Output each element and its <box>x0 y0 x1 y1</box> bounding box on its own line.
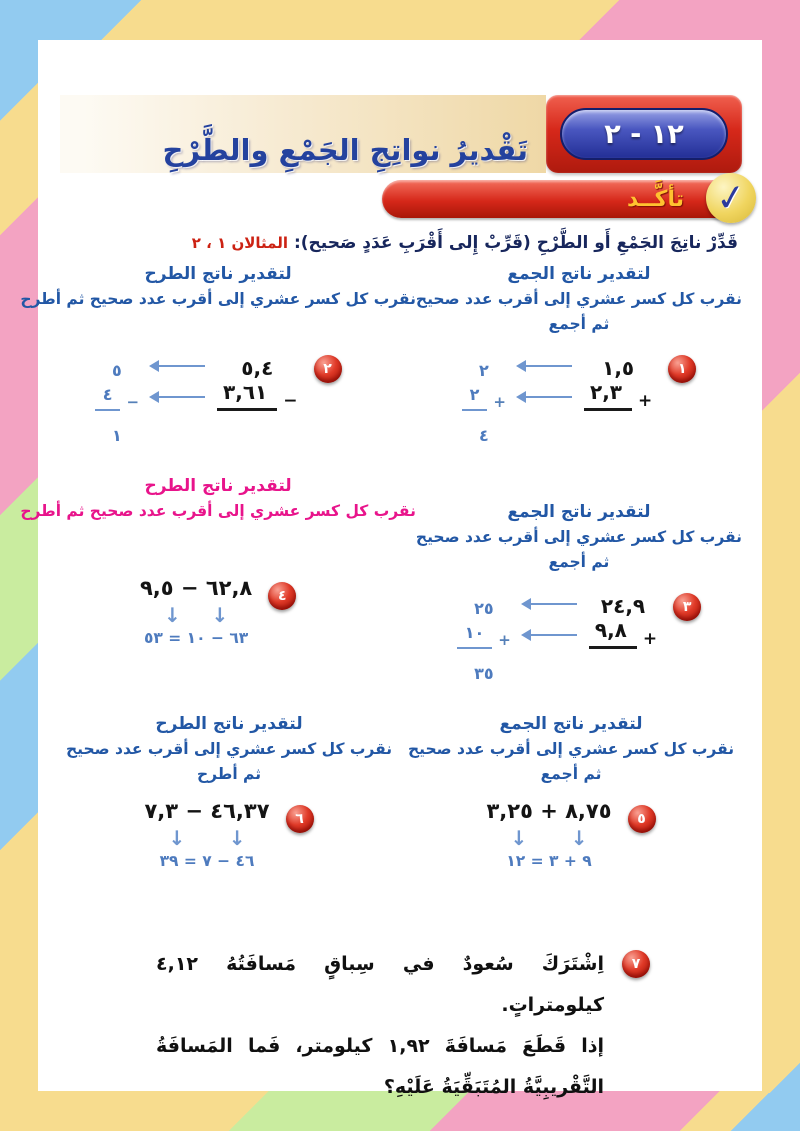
section-1 <box>20 261 742 445</box>
left-arrow-icon <box>149 380 207 411</box>
operator: − <box>126 393 140 411</box>
problem-number-badge: ٦ <box>286 805 314 833</box>
arrows-row <box>144 826 269 850</box>
operator: + <box>638 391 653 411</box>
estimate-equation: ٦٣ − ١٠ = ٥٣ <box>143 629 249 647</box>
check-banner <box>382 175 749 221</box>
striped-border-top <box>0 0 800 40</box>
horizontal-math <box>144 799 269 870</box>
column-title: لتقدير ناتج الجمع <box>507 264 651 284</box>
section-3-subtraction-column <box>58 711 400 870</box>
section-2-subtraction-column <box>20 473 416 683</box>
problem-4 <box>20 576 416 647</box>
striped-border-right <box>762 40 800 1093</box>
section-1-subtraction-column <box>20 261 416 445</box>
section-2-addition-column <box>416 473 742 683</box>
section-1-addition-column <box>416 261 742 445</box>
checkmark-badge <box>706 173 756 223</box>
rounded-column <box>95 349 139 445</box>
original-number: ٥,٤ <box>241 356 274 380</box>
rounded-number: ٢ <box>462 385 488 411</box>
problem-6 <box>58 799 400 870</box>
lesson-header <box>60 95 742 173</box>
original-column <box>217 349 297 411</box>
column-text: نقرب كل كسر عشري إلى أقرب عدد صحيح <box>415 290 742 308</box>
column-text: ثم أجمع <box>548 553 610 571</box>
problem-5 <box>400 799 742 870</box>
column-title: لتقدير ناتج الطرح <box>155 714 303 734</box>
problem-number-badge: ٤ <box>268 582 296 610</box>
original-column <box>584 349 652 411</box>
original-number: ١,٥ <box>602 356 635 380</box>
arrows-row <box>486 826 611 850</box>
column-text: ثم أطرح <box>196 765 262 783</box>
problem-number-badge: ٥ <box>628 805 656 833</box>
column-title: لتقدير ناتج الجمع <box>499 714 643 734</box>
column-title: لتقدير ناتج الطرح <box>144 264 292 284</box>
page-title: تَقْديرُ نواتِجِ الجَمْعِ والطَّرْحِ <box>162 133 528 167</box>
page-content <box>20 40 762 1098</box>
checkmark-icon: ✓ <box>713 175 749 221</box>
problem-number-badge: ٧ <box>622 950 650 978</box>
left-arrow-icon <box>521 587 579 618</box>
problem-number-badge: ٣ <box>673 593 701 621</box>
rounded-number: ٤ <box>95 385 121 411</box>
arrows-row <box>140 603 252 627</box>
column-text: نقرب كل كسر عشري إلى أقرب عدد صحيح <box>407 740 735 758</box>
down-arrow-icon: ↓ <box>168 826 186 850</box>
problem-number-badge: ٢ <box>314 355 342 383</box>
section-3-addition-column <box>400 711 742 870</box>
rounded-number: ١٠ <box>457 623 493 649</box>
examples-reference: المثالان ١ ، ٢ <box>191 234 289 252</box>
original-number: ٣,٦١ <box>217 380 277 411</box>
left-arrow-icon <box>149 349 207 380</box>
original-column <box>589 587 657 649</box>
word-problem-line: اِشْتَرَكَ سُعودٌ في سِباقٍ مَسافَتُهُ ٤,١٢ كيلومتراتٍ. <box>156 953 604 1016</box>
vertical-math <box>462 349 653 445</box>
lesson-number-box <box>546 95 742 173</box>
estimate-result: ١ <box>112 426 122 445</box>
rounded-column <box>462 349 506 445</box>
down-arrow-icon: ↓ <box>163 603 181 627</box>
horizontal-math <box>140 576 252 647</box>
original-number: ٢,٣ <box>584 380 632 411</box>
expression: ٦٢,٨ − ٩,٥ <box>139 576 253 600</box>
original-number: ٢٤,٩ <box>600 594 646 618</box>
down-arrow-icon: ↓ <box>510 826 528 850</box>
operator: + <box>493 393 506 411</box>
vertical-math <box>457 587 657 683</box>
down-arrow-icon: ↓ <box>211 603 229 627</box>
left-arrow-icon <box>516 349 574 380</box>
problem-7 <box>58 944 650 1107</box>
check-banner-label: تأكَّــد <box>626 186 684 212</box>
left-arrow-icon <box>516 380 574 411</box>
estimate-equation: ٤٦ − ٧ = ٣٩ <box>159 852 255 870</box>
lesson-title-panel <box>60 95 546 173</box>
expression: ٨,٧٥ + ٣,٢٥ <box>486 799 612 823</box>
instruction-line <box>58 233 738 253</box>
operator: − <box>283 391 298 411</box>
down-arrow-icon: ↓ <box>228 826 246 850</box>
expression: ٤٦,٣٧ − ٧,٣ <box>144 799 270 823</box>
rounded-number: ٥ <box>112 361 122 380</box>
check-banner-row <box>58 175 749 221</box>
rounded-number: ٢ <box>478 361 489 380</box>
estimate-result: ٤ <box>478 426 489 445</box>
column-text: نقرب كل كسر عشري إلى أقرب عدد صحيح ثم أطرح <box>20 502 416 520</box>
section-3 <box>58 711 742 870</box>
column-title: لتقدير ناتج الجمع <box>507 502 651 522</box>
word-problem-line: التَّقْريبِيَّةُ المُتَبَقِّيَةُ عَلَيْهِ؟ <box>383 1075 604 1098</box>
rounded-column <box>457 587 511 683</box>
operator: + <box>498 631 511 649</box>
estimate-equation: ٩ + ٣ = ١٢ <box>506 852 592 870</box>
operator: + <box>642 629 658 649</box>
problem-1 <box>416 349 742 445</box>
lesson-number-pill: ١٢ - ٢ <box>560 108 728 160</box>
arrows-column <box>516 349 574 411</box>
section-2 <box>20 473 742 683</box>
problem-number-badge: ١ <box>668 355 696 383</box>
column-text: نقرب كل كسر عشري إلى أقرب عدد صحيح <box>415 528 742 546</box>
word-problem-text <box>156 944 604 1107</box>
column-title: لتقدير ناتج الطرح <box>144 476 292 496</box>
rounded-number: ٢٥ <box>474 599 494 618</box>
problem-3 <box>416 587 742 683</box>
arrows-column <box>521 587 579 649</box>
left-arrow-icon <box>521 618 579 649</box>
instruction-text: قَدِّرْ ناتِجَ الجَمْعِ أَو الطَّرْحِ (قَرِّبْ إِلى أَقْرَبِ عَدَدٍ صَحيح): <box>293 233 738 253</box>
problem-2 <box>20 349 416 445</box>
estimate-result: ٣٥ <box>474 664 494 683</box>
word-problem-line: إذا قَطَعَ مَسافَةَ ١,٩٢ كيلومتر، فَما المَسافَةُ <box>156 1034 604 1057</box>
column-text: نقرب كل كسر عشري إلى أقرب عدد صحيح <box>65 740 393 758</box>
horizontal-math <box>486 799 611 870</box>
column-text: ثم أجمع <box>540 765 602 783</box>
arrows-column <box>149 349 207 411</box>
down-arrow-icon: ↓ <box>570 826 588 850</box>
original-number: ٩,٨ <box>589 618 637 649</box>
vertical-math <box>95 349 298 445</box>
column-text: نقرب كل كسر عشري إلى أقرب عدد صحيح ثم أطرح <box>20 290 416 308</box>
column-text: ثم أجمع <box>548 315 610 333</box>
